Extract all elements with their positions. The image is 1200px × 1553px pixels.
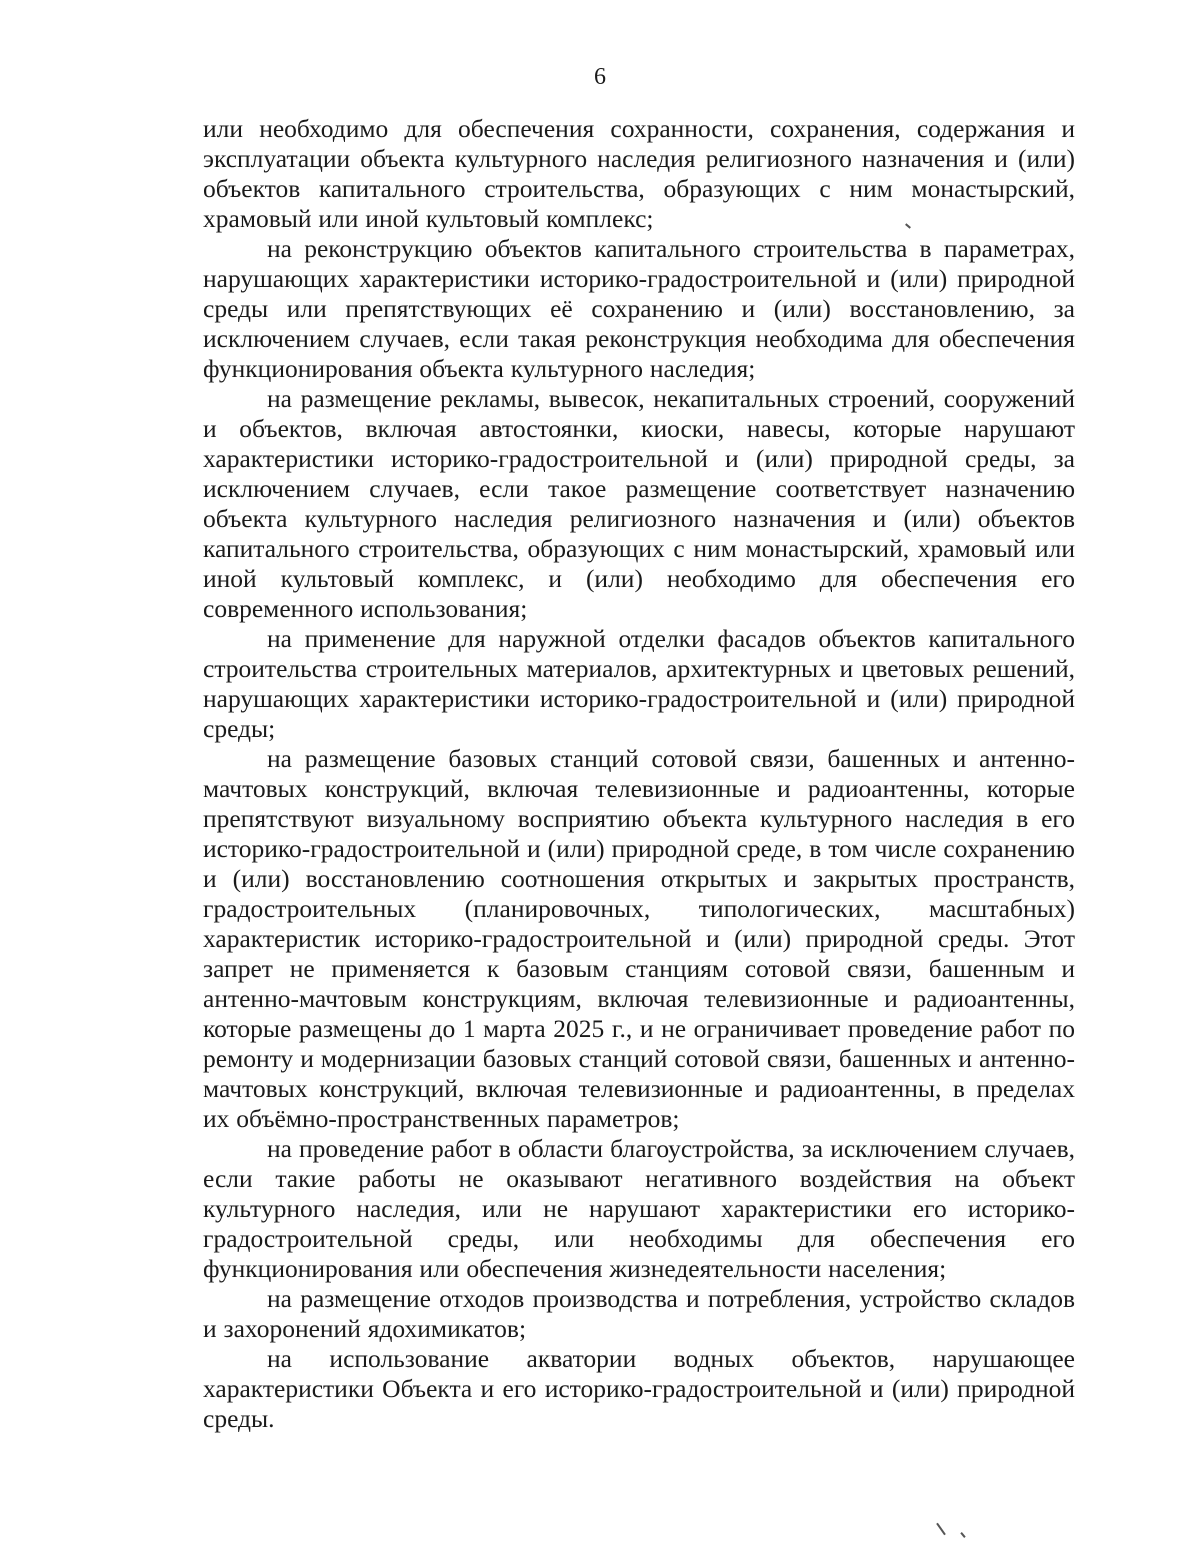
scan-artifact-mark	[936, 1523, 946, 1536]
paragraph-advertising: на размещение рекламы, вывесок, некапитальных строений, сооружений и объектов, включая автостоянки, киоски, навесы, которые нарушают характеристики историко-градостроительной и (или) природной среды, за исключением случаев, если такое размещение соответствует назначению объекта культурного наследия религиозного назначения и (или) объектов капитального строительства, образующих с ним монастырский, храмовый или иной культовый комплекс, и (или) необходимо для обеспечения его современного использования;	[203, 384, 1075, 623]
paragraph-waste: на размещение отходов производства и потребления, устройство складов и захоронений ядохимикатов;	[203, 1284, 1075, 1343]
document-body	[203, 114, 1075, 1434]
page-number: 6	[594, 64, 606, 90]
paragraph-continuation: или необходимо для обеспечения сохранности, сохранения, содержания и эксплуатации объекта культурного наследия религиозного назначения и (или) объектов капитального строительства, образующих с ним монастырский, храмовый или иной культовый комплекс;	[203, 114, 1075, 233]
scan-artifact-mark	[960, 1532, 965, 1538]
paragraph-landscaping: на проведение работ в области благоустройства, за исключением случаев, если такие работы не оказывают негативного воздействия на объект культурного наследия, или не нарушают характеристики его историко-градостроительной среды, или необходимы для обеспечения его функционирования или обеспечения жизнедеятельности населения;	[203, 1134, 1075, 1283]
paragraph-base-stations: на размещение базовых станций сотовой связи, башенных и антенно-мачтовых конструкций, включая телевизионные и радиоантенны, которые препятствуют визуальному восприятию объекта культурного наследия в его историко-градостроительной и (или) природной среде, в том числе сохранению и (или) восстановлению соотношения открытых и закрытых пространств, градостроительных (планировочных, типологических, масштабных) характеристик историко-градостроительной и (или) природной среды. Этот запрет не применяется к базовым станциям сотовой связи, башенным и антенно-мачтовым конструкциям, включая телевизионные и радиоантенны, которые размещены до 1 марта 2025 г., и не ограничивает проведение работ по ремонту и модернизации базовых станций сотовой связи, башенных и антенно-мачтовых конструкций, включая телевизионные и радиоантенны, в пределах их объёмно-пространственных параметров;	[203, 744, 1075, 1133]
paragraph-water-areas: на использование акватории водных объектов, нарушающее характеристики Объекта и его историко-градостроительной и (или) природной среды.	[203, 1344, 1075, 1433]
paragraph-facades: на применение для наружной отделки фасадов объектов капитального строительства строительных материалов, архитектурных и цветовых решений, нарушающих характеристики историко-градостроительной и (или) природной среды;	[203, 624, 1075, 743]
paragraph-reconstruction: на реконструкцию объектов капитального строительства в параметрах, нарушающих характеристики историко-градостроительной и (или) природной среды или препятствующих её сохранению и (или) восстановлению, за исключением случаев, если такая реконструкция необходима для обеспечения функционирования объекта культурного наследия;	[203, 234, 1075, 383]
